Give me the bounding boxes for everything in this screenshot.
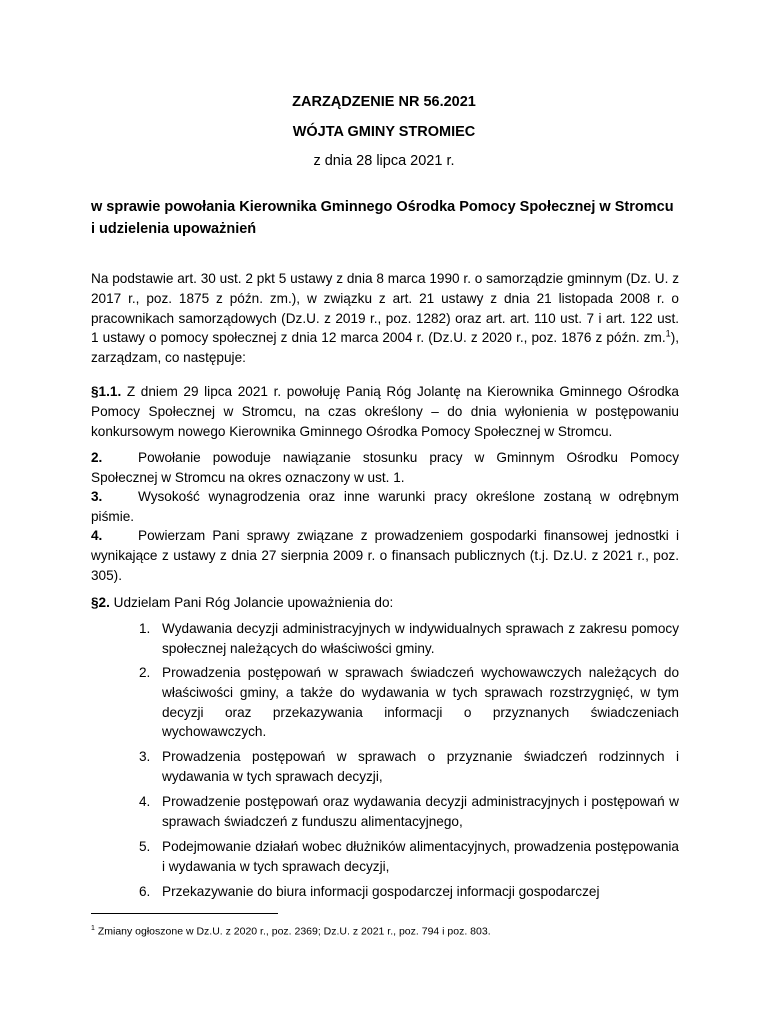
section-1-text: Z dniem 29 lipca 2021 r. powołuję Panią Róg Jolantę na Kierownika Gminnego Ośrodka Pomocy Społecznej w Stromcu, na czas określony – do dnia wyłonienia w postępowaniu konkursowym nowego Kierownika Gminnego Ośrodka Pomocy Społecznej w Stromcu. [91,384,679,439]
document-subject [91,196,679,240]
preamble-text: Na podstawie art. 30 ust. 2 pkt 5 ustawy z dnia 8 marca 1990 r. o samorządzie gminnym (Dz. U. z 2017 r., poz. 1875 z późn. zm.), w związku z art. 21 ustawy z dnia 21 listopada 2008 r. o pracownikach samorządowych (Dz.U. z 2019 r., poz. 1282) oraz art. art. 110 ust. 7 i art. 122 ust. 1 ustawy o pomocy społecznej z dnia 12 marca 2004 r. (Dz.U. z 2020 r., poz. 1876 z późn. zm. [91,271,679,346]
list-item-text: Prowadzenia postępowań w sprawach o przyznanie świadczeń rodzinnych i wydawania w tych sprawach decyzji, [162,749,679,784]
point-2 [91,448,679,488]
footnote-divider [91,913,278,914]
footnote-reference: 1 [665,328,671,339]
list-item-text: Prowadzenie postępowań oraz wydawania decyzji administracyjnych i postępowań w sprawach świadczeń z funduszu alimentacyjnego, [162,794,679,829]
footnote-number: 1 [91,925,95,932]
list-item [139,663,679,742]
list-item-number: 2. [139,665,151,680]
list-item-number: 5. [139,839,151,854]
section-2-paragraph [91,593,679,613]
list-item [139,747,679,787]
list-item-text: Wydawania decyzji administracyjnych w indywidualnych sprawach z zakresu pomocy społecznej należących do właściwości gminy. [162,621,679,656]
point-4 [91,526,679,585]
point-number: 2. [91,450,103,465]
point-text: Powołanie powoduje nawiązanie stosunku pracy w Gminnym Ośrodku Pomocy Społecznej w Stromcu na okres oznaczony w ust. 1. [91,450,679,485]
list-item-number: 3. [139,749,151,764]
list-item-number: 1. [139,621,151,636]
list-item-text: Podejmowanie działań wobec dłużników alimentacyjnych, prowadzenia postępowania i wydawania w tych sprawach decyzji, [162,839,679,874]
document-title: ZARZĄDZENIE NR 56.2021 [292,94,476,110]
preamble-tail: ), zarządzam, co następuje: [91,330,679,366]
point-text: Powierzam Pani sprawy związane z prowadzeniem gospodarki finansowej jednostki i wynikające z ustawy z dnia 27 sierpnia 2009 r. o finansach publicznych (t.j. Dz.U. z 2021 r., poz. 305). [91,528,679,583]
list-item [139,837,679,877]
footnote-text: Zmiany ogłoszone w Dz.U. z 2020 r., poz. 2369; Dz.U. z 2021 r., poz. 794 i poz. 803. [94,925,491,938]
list-item-text: Prowadzenia postępowań w sprawach świadczeń wychowawczych należących do właściwości gminy, a także do wydawania w tych sprawach rozstrzygnięć, w tym decyzji oraz przekazywania informacji o przyznanych świadczeniach wychowawczych. [162,665,679,740]
point-text: Wysokość wynagrodzenia oraz inne warunki pracy określone zostaną w odrębnym piśmie. [91,489,679,524]
list-item [139,792,679,832]
section-1-number: §1.1. [91,384,122,399]
list-item-text: Przekazywanie do biura informacji gospodarczej informacji gospodarczej [162,884,600,899]
subject-line-1: w sprawie powołania Kierownika Gminnego Ośrodka Pomocy Społecznej w Stromcu [91,199,674,215]
list-item [139,882,679,902]
preamble-paragraph [91,269,679,368]
section-2-text: Udzielam Pani Róg Jolancie upoważnienia do: [109,595,394,610]
point-number: 4. [91,528,103,543]
point-number: 3. [91,489,103,504]
footnote [91,922,691,939]
section-2-number: §2. [91,595,110,610]
document-issuer: WÓJTA GMINY STROMIEC [292,124,476,140]
section-1-paragraph [91,382,679,441]
subject-line-2: i udzielenia upoważnień [91,221,257,237]
list-item-number: 6. [139,884,151,899]
list-item [139,619,679,659]
document-date: z dnia 28 lipca 2021 r. [313,153,455,169]
point-3 [91,487,679,527]
list-item-number: 4. [139,794,151,809]
